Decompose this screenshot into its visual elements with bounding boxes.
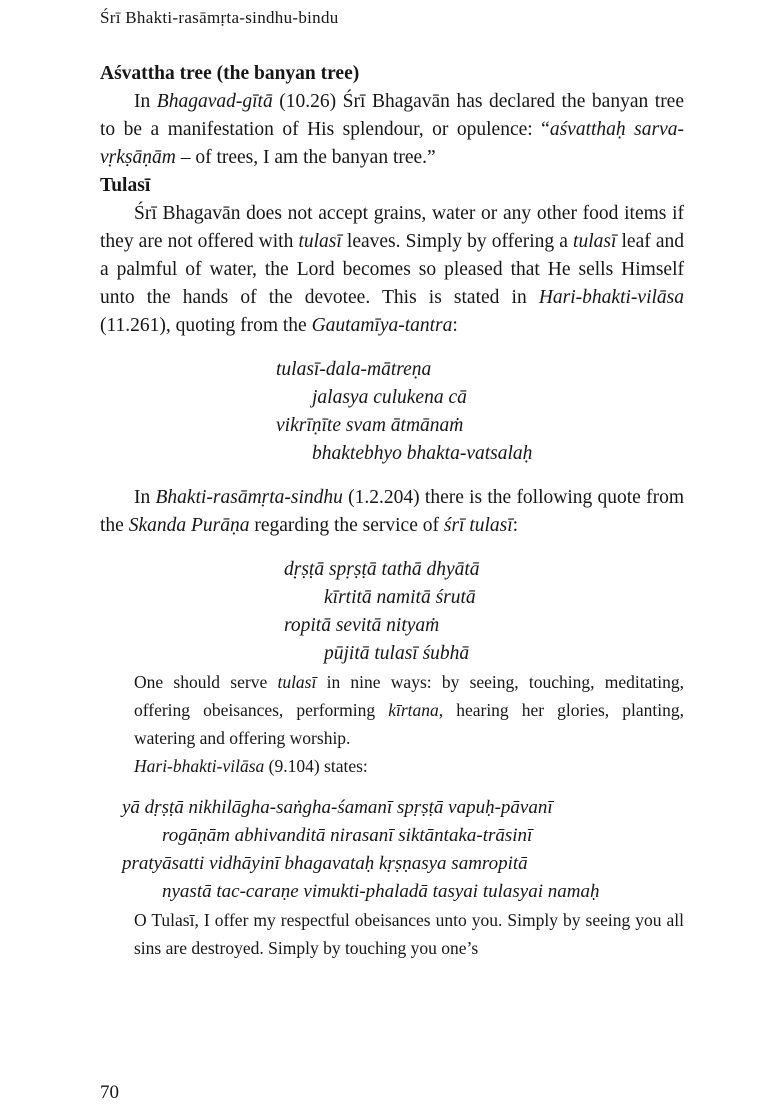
book-title: Hari-bhakti-vilāsa — [538, 287, 684, 308]
sanskrit-term: tulasī — [298, 231, 342, 252]
sanskrit-term: śrī tulasī — [443, 515, 513, 536]
verse-line: pūjitā tulasī śubhā — [324, 643, 470, 664]
text-run: : — [512, 515, 519, 536]
text-run: (10.26) Śrī Bhagavān has declared the banyan tree to be a manifestation of His splendour, or opulence: “ — [100, 91, 684, 140]
paragraph-asvattha — [100, 88, 684, 172]
paragraph-skanda — [100, 484, 684, 540]
verse-block-2 — [100, 556, 684, 668]
text-run: Śrī Bhagavān does not accept grains, water or any other food items if they are not offered with — [100, 203, 684, 252]
sanskrit-term: kīrtana — [388, 700, 439, 720]
book-title: Bhagavad-gītā — [156, 91, 273, 112]
verse-line: kīrtitā namitā śrutā — [324, 587, 476, 608]
translation-tulasi-prayer: O Tulasī, I offer my respectful obeisances unto you. Simply by seeing you all sins are destroyed. Simply by touching you one’s — [134, 910, 684, 958]
text-run: (9.104) states: — [264, 756, 368, 776]
translation-nine-ways — [100, 668, 684, 752]
section-heading-asvattha: Aśvattha tree (the banyan tree) — [100, 63, 360, 84]
text-run: In — [134, 487, 156, 508]
verse-line: dṛṣṭā spṛṣṭā tathā dhyātā — [284, 559, 480, 580]
book-title: Gautamīya-tantra — [311, 315, 453, 336]
paragraph-tulasi — [100, 200, 684, 340]
main-text — [100, 60, 684, 962]
sanskrit-term: tulasī — [573, 231, 617, 252]
page-number: 70 — [100, 1082, 119, 1103]
verse-line: ropitā sevitā nityaṁ — [284, 615, 440, 636]
text-run: in nine ways: by seeing, touching, meditating, offering obeisances, performing — [134, 672, 684, 720]
text-run: leaf and a palmful of water, the Lord becomes so pleased that He sells Himself unto the hands of the devotee. This is stated in — [100, 231, 684, 308]
book-title: Hari-bhakti-vilāsa — [134, 756, 265, 776]
book-title: Skanda Purāṇa — [128, 515, 250, 536]
text-run: One should serve — [134, 672, 278, 692]
verse-line: tulasī-dala-mātreṇa — [276, 359, 432, 380]
verse-block-1 — [100, 356, 684, 468]
text-run: – of trees, I am the banyan tree.” — [175, 147, 436, 168]
verse-line: bhaktebhyo bhakta-vatsalaḥ — [312, 443, 533, 464]
text-run: leaves. Simply by offering a — [341, 231, 574, 252]
text-run: (11.261), quoting from the — [100, 315, 312, 336]
verse-line: jalasya culukena cā — [312, 387, 467, 408]
sanskrit-term: tulasī — [277, 672, 317, 692]
text-run: (1.2.204) there is the following quote from the — [100, 487, 684, 536]
sanskrit-term: aśvatthaḥ sarva-vṛkṣāṇām — [100, 119, 684, 168]
verse-line: nyastā tac-caraṇe vimukti-phaladā tasyai tulasyai namaḥ — [162, 881, 600, 902]
text-run: , hearing her glories, planting, watering and offering worship. — [134, 700, 684, 748]
verse-block-3 — [100, 794, 684, 906]
book-title: Bhakti-rasāmṛta-sindhu — [155, 487, 343, 508]
section-heading-tulasi: Tulasī — [100, 175, 151, 196]
verse-line: pratyāsatti vidhāyinī bhagavataḥ kṛṣṇasya samropitā — [122, 853, 528, 874]
verse-line: yā dṛṣṭā nikhilāgha-saṅgha-śamanī spṛṣṭā vapuḥ-pāvanī — [122, 797, 553, 818]
verse-line: rogāṇām abhivanditā nirasanī siktāntaka-trāsinī — [162, 825, 533, 846]
text-run: : — [452, 315, 458, 336]
verse-line: vikrīṇīte svam ātmānaṁ — [276, 415, 464, 436]
text-run: In — [134, 91, 157, 112]
running-head: Śrī Bhakti-rasāmṛta-sindhu-bindu — [100, 8, 339, 27]
citation-statement — [100, 752, 684, 780]
text-run: regarding the service of — [249, 515, 444, 536]
